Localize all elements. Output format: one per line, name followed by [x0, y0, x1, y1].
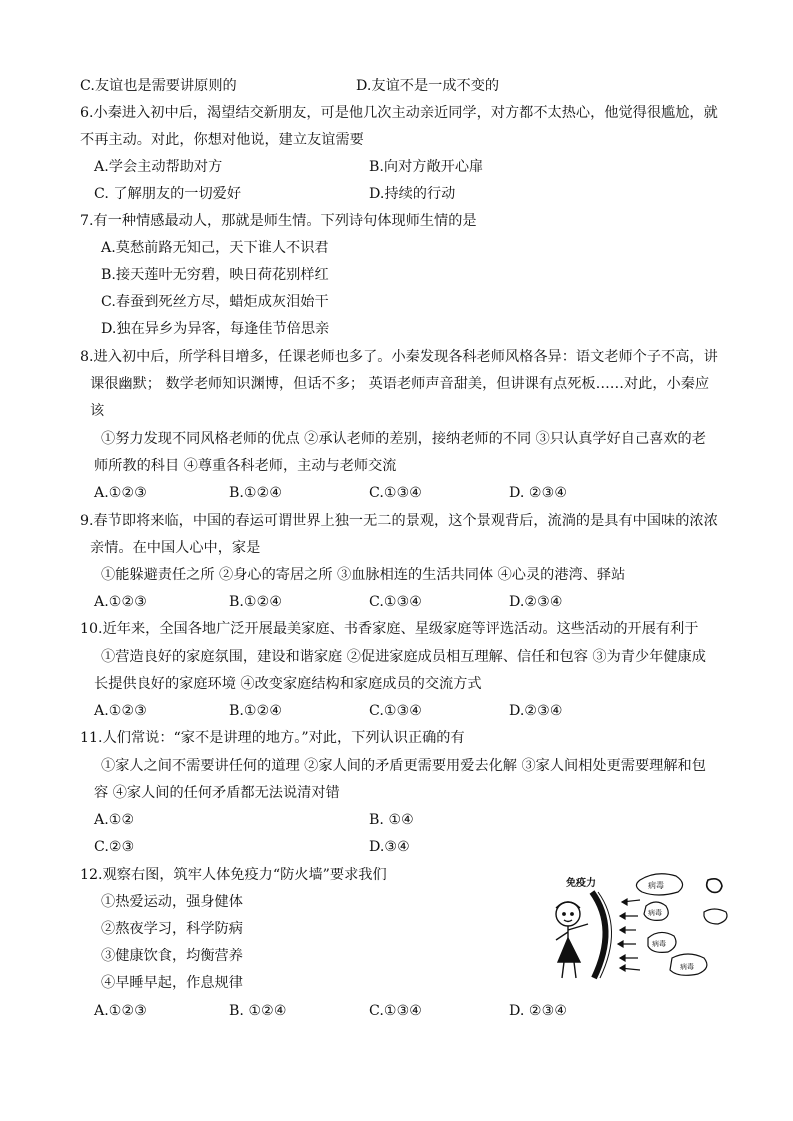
q11-option-b: B. ①④: [369, 812, 414, 828]
virus-2: [644, 902, 668, 920]
q8-stem-line1: 8.进入初中后，所学科目增多，任课老师也多了。小秦发现各科老师风格各异：语文老师个子不高，讲: [80, 349, 718, 365]
immunity-label-group: [565, 876, 596, 889]
q12-stem: 12.观察右图，筑牢人体免疫力“防火墙”要求我们: [80, 867, 387, 883]
q7-option-a: A.莫愁前路无知己，天下谁人不识君: [101, 240, 329, 256]
q12-statement-3: ③健康饮食，均衡营养: [101, 948, 243, 964]
q8-option-b: B.①②④: [229, 485, 283, 501]
q9-option-c: C.①③④: [369, 594, 423, 610]
virus-blob-1: [707, 879, 722, 893]
q7-option-d: D.独在异乡为异客，每逢佳节倍思亲: [101, 321, 330, 337]
q10-option-a: A.①②③: [94, 703, 147, 719]
q12-statement-2: ②熬夜学习，科学防病: [101, 921, 243, 937]
immunity-label: 免疫力: [566, 878, 596, 889]
q5-option-c: C.友谊也是需要讲原则的: [80, 78, 237, 94]
virus-label-1: 病毒: [648, 881, 664, 890]
virus-blob-2: [704, 909, 727, 924]
immunity-wall: [592, 892, 606, 978]
q10-statements-line1: ①营造良好的家庭氛围，建设和谐家庭 ②促进家庭成员相互理解、信任和包容 ③为青少年健康成: [101, 649, 706, 665]
q10-option-d: D.②③④: [509, 703, 563, 719]
q9-option-d: D.②③④: [509, 594, 563, 610]
q9-option-a: A.①②③: [94, 594, 147, 610]
q9-option-b: B.①②④: [229, 594, 283, 610]
virus-label-3: 病毒: [652, 940, 666, 948]
q8-stem-line3: 该: [90, 403, 105, 419]
q11-option-a: A.①②: [94, 812, 135, 828]
q12-statement-4: ④早睡早起，作息规律: [101, 975, 243, 991]
q12-option-a: A.①②③: [94, 1003, 147, 1019]
q12-option-d: D. ②③④: [509, 1003, 568, 1019]
virus-label-4: 病毒: [680, 963, 694, 971]
q10-option-b: B.①②④: [229, 703, 283, 719]
q8-option-a: A.①②③: [94, 485, 147, 501]
q12-statement-1: ①热爱运动，强身健体: [101, 894, 243, 910]
immunity-wall-illustration: [548, 866, 748, 986]
q12-option-b: B. ①②④: [229, 1003, 287, 1019]
q6-option-d: D.持续的行动: [369, 186, 456, 202]
q9-statements: ①能躲避责任之所 ②身心的寄居之所 ③血脉相连的生活共同体 ④心灵的港湾、驿站: [101, 567, 626, 583]
q11-statements-line2: 容 ④家人间的任何矛盾都无法说清对错: [94, 785, 340, 801]
virus-label-2: 病毒: [648, 909, 662, 917]
q8-option-c: C.①③④: [369, 485, 423, 501]
q7-option-c: C.春蚕到死丝方尽，蜡炬成灰泪始干: [101, 294, 329, 310]
q7-option-b: B.接天莲叶无穷碧，映日荷花别样红: [101, 267, 329, 283]
q10-stem: 10.近年来，全国各地广泛开展最美家庭、书香家庭、星级家庭等评选活动。这些活动的开展有利于: [80, 621, 699, 637]
virus-4: [670, 954, 707, 975]
virus-3: [648, 932, 676, 952]
q6-stem-line1: 6.小秦进入初中后，渴望结交新朋友，可是他几次主动亲近同学，对方都不太热心，他觉得很尴尬，就: [80, 105, 718, 121]
q11-option-c: C.②③: [94, 839, 135, 855]
q8-statements-line1: ①努力发现不同风格老师的优点 ②承认老师的差别，接纳老师的不同 ③只认真学好自己喜欢的老: [101, 431, 706, 447]
q9-stem-line2: 亲情。在中国人心中，家是: [90, 540, 261, 556]
q5-option-d: D.友谊不是一成不变的: [356, 78, 500, 94]
q6-option-a: A.学会主动帮助对方: [94, 159, 223, 175]
q8-statements-line2: 师所教的科目 ④尊重各科老师，主动与老师交流: [94, 458, 397, 474]
q6-stem-line2: 不再主动。对此，你想对他说，建立友谊需要: [80, 132, 364, 148]
q11-stem: 11.人们常说：“家不是讲理的地方。”对此，下列认识正确的有: [80, 730, 465, 746]
q8-option-d: D. ②③④: [509, 485, 568, 501]
q6-option-c: C. 了解朋友的一切爱好: [94, 186, 242, 202]
q10-option-c: C.①③④: [369, 703, 423, 719]
q10-statements-line2: 长提供良好的家庭环境 ④改变家庭结构和家庭成员的交流方式: [94, 676, 482, 692]
q12-option-c: C.①③④: [369, 1003, 423, 1019]
girl-figure: [556, 902, 588, 978]
virus-1: [636, 874, 682, 895]
arrows: [618, 899, 640, 971]
q9-stem-line1: 9.春节即将来临，中国的春运可谓世界上独一无二的景观，这个景观背后，流淌的是具有中国味的浓浓: [80, 513, 718, 529]
q11-statements-line1: ①家人之间不需要讲任何的道理 ②家人间的矛盾更需要用爱去化解 ③家人间相处更需要理解和包: [101, 758, 706, 774]
q7-stem: 7.有一种情感最动人，那就是师生情。下列诗句体现师生情的是: [80, 213, 477, 229]
q11-option-d: D.③④: [369, 839, 410, 855]
q8-stem-line2: 课很幽默； 数学老师知识渊博，但话不多； 英语老师声音甜美，但讲课有点死板……对此，小秦应: [90, 376, 710, 392]
q6-option-b: B.向对方敞开心扉: [369, 159, 484, 175]
